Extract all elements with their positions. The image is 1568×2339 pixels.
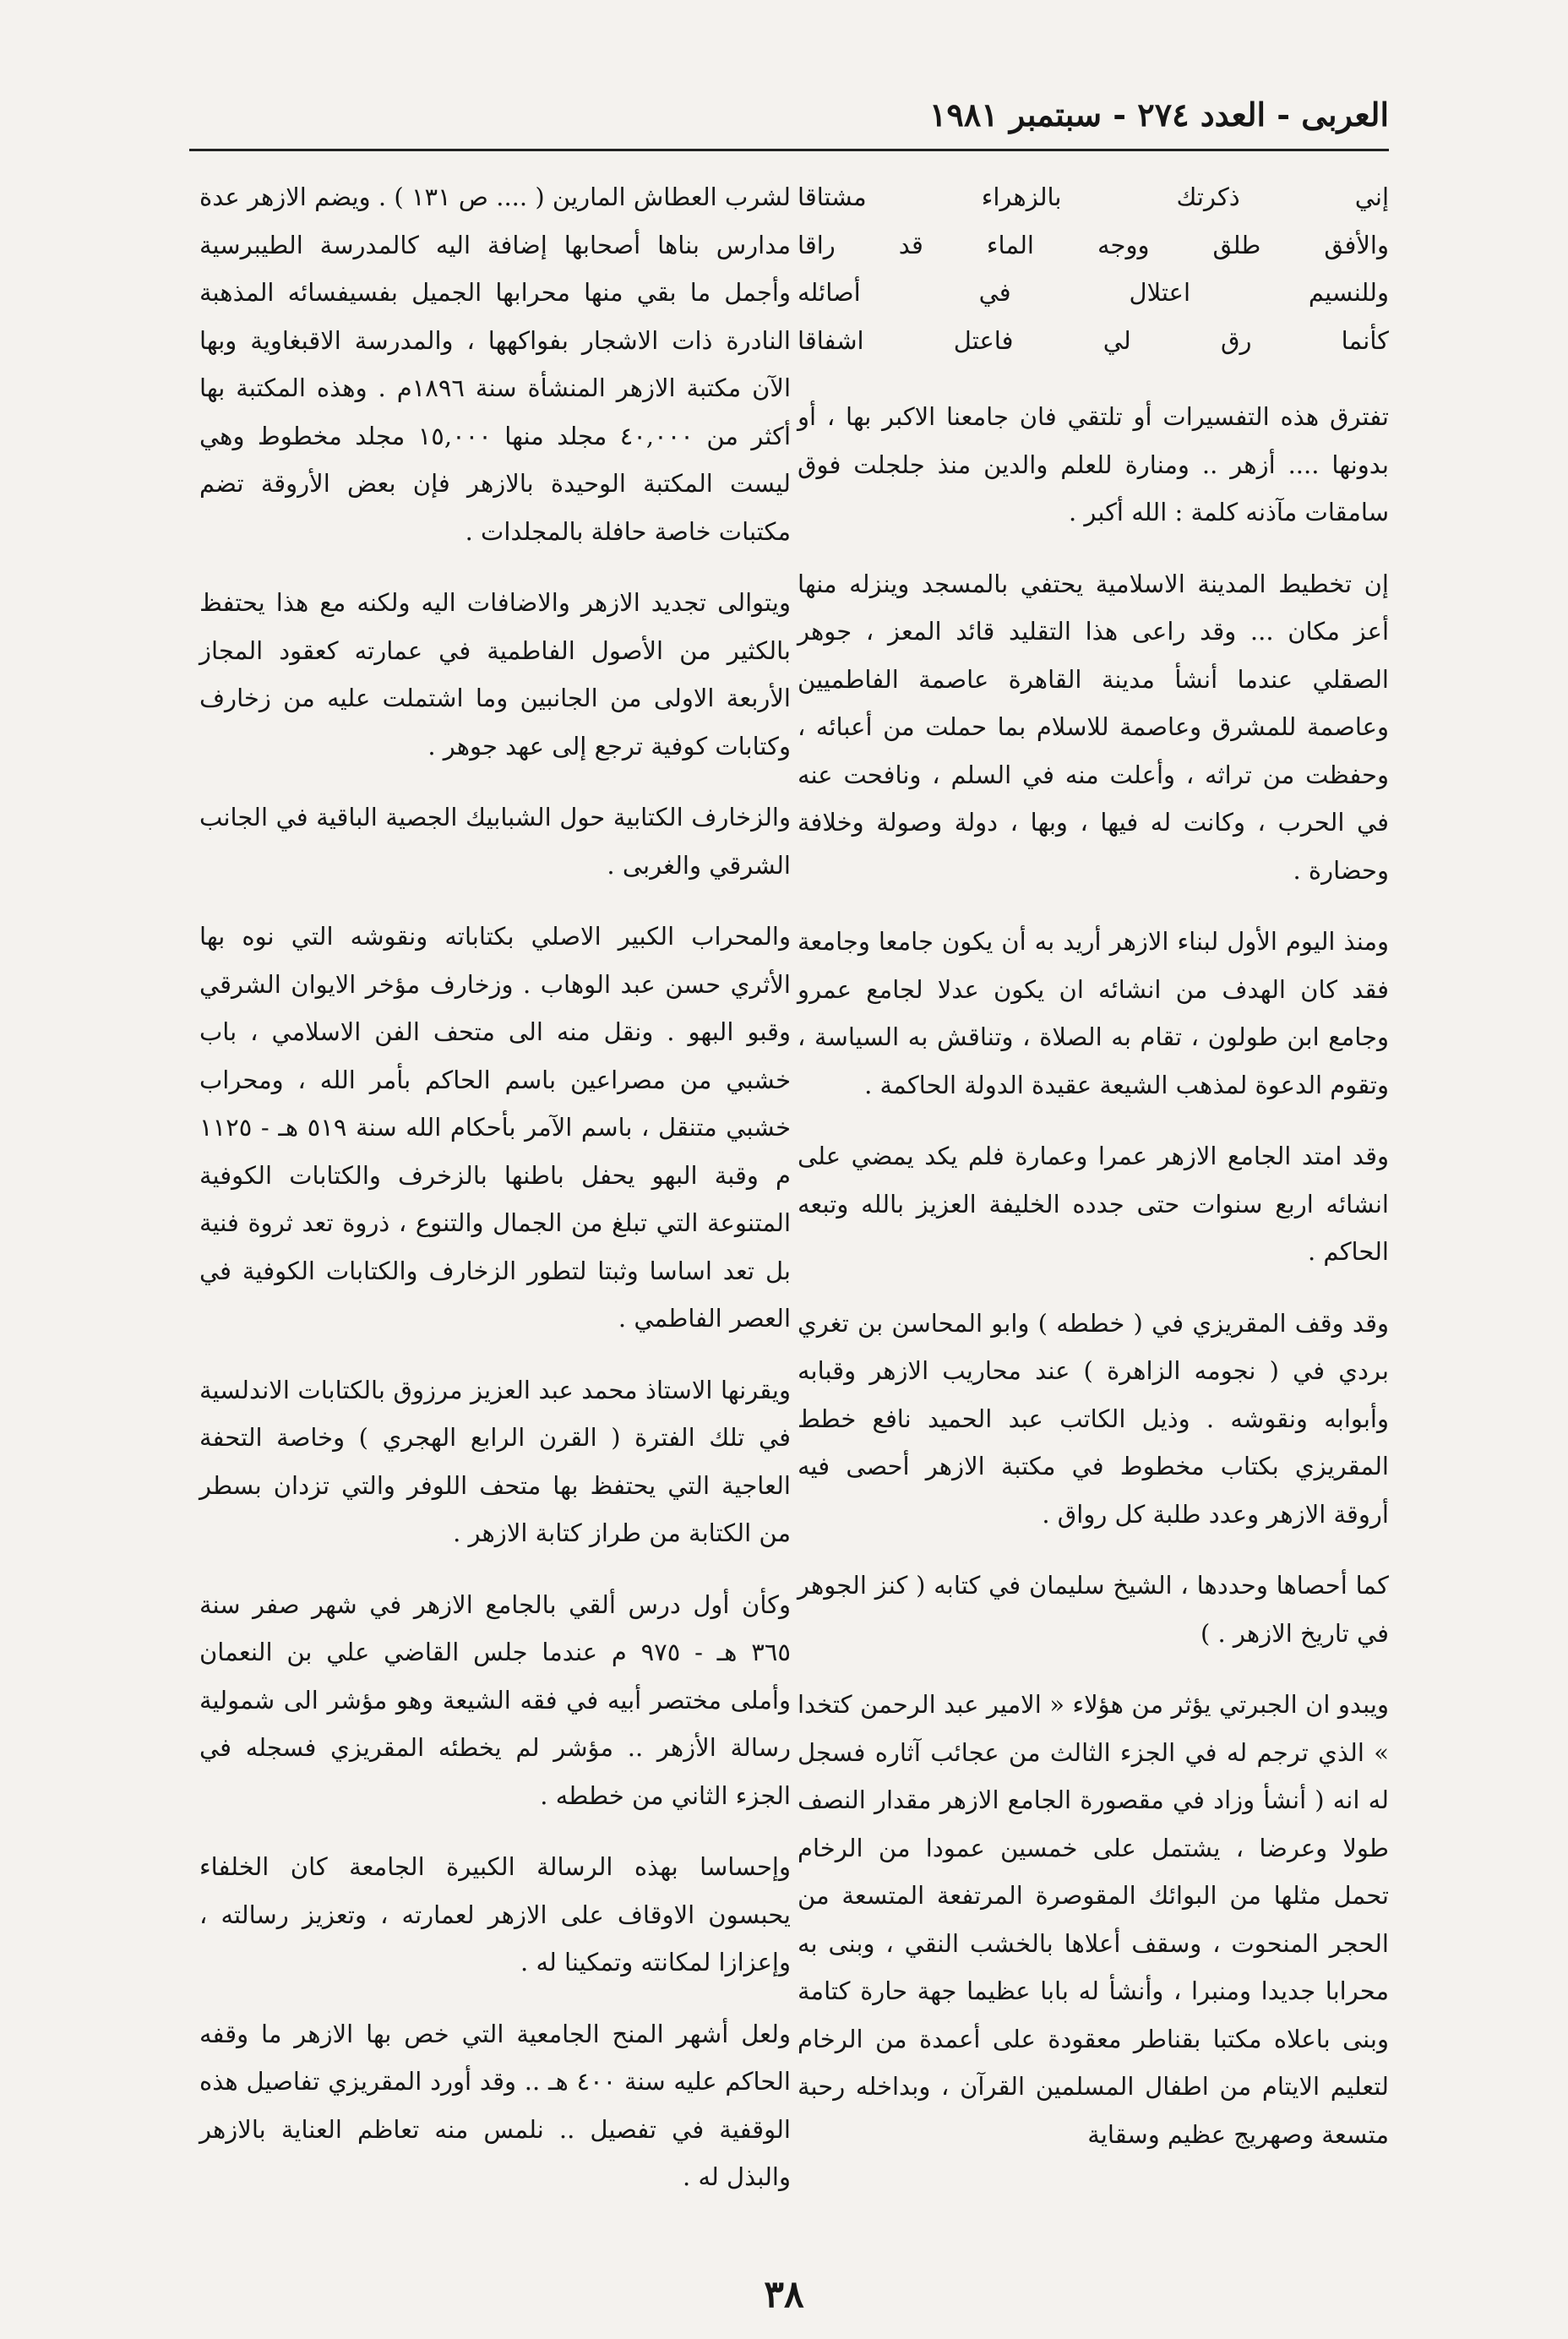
paragraph: ويتوالى تجديد الازهر والاضافات اليه ولكنه مع هذا يحتفظ بالكثير من الأصول الفاطمية في عمارته كعقود المجاز الأربعة الاولى من الجانبين وما اشتملت عليه من زخارف وكتابات كوفية ترجع إلى عهد جوهر . [199, 588, 791, 761]
poem [798, 173, 1389, 364]
paragraph: إن تخطيط المدينة الاسلامية يحتفي بالمسجد وينزله منها أعز مكان ... وقد راعى هذا التقليد قائد المعز ، جوهر الصقلي عندما أنشأ مدينة القاهرة عاصمة الفاطميين وعاصمة للمشرق وعاصمة للاسلام بما حملت من أعبائه ، وحفظت من تراثه ، وأعلت منه في السلم ، ونافحت عنه في الحرب ، وكانت له فيها ، وبها ، دولة وصولة وخلافة وحضارة . [798, 569, 1389, 885]
header-rule [189, 149, 1389, 151]
poem-line: والأفق طلق ووجه الماء قد راقا [798, 230, 1389, 259]
paragraph: تفترق هذه التفسيرات أو تلتقي فان جامعنا الاكبر بها ، أو بدونها .... أزهر .. ومنارة للعلم والدين منذ جلجلت فوق سامقات مآذنه كلمة : الله أكبر . [798, 402, 1389, 526]
poem-line: وللنسيم اعتلال في أصائله [798, 278, 1389, 307]
paragraph: وإحساسا بهذه الرسالة الكبيرة الجامعة كان الخلفاء يحبسون الاوقاف على الازهر لعمارته ، وتعزيز رسالته ، وإعزازا لمكانته وتمكينا له . [199, 1852, 791, 1976]
page-number: ٣٨ [764, 2273, 804, 2316]
paragraph: ولعل أشهر المنح الجامعية التي خص بها الازهر ما وقفه الحاكم عليه سنة ٤٠٠ هـ .. وقد أورد المقريزي تفاصيل هذه الوقفية في تفصيل .. نلمس منه تعاظم العناية بالازهر والبذل له . [199, 2019, 791, 2191]
paragraph: والمحراب الكبير الاصلي بكتاباته ونقوشه التي نوه بها الأثري حسن عبد الوهاب . وزخارف مؤخر الايوان الشرقي وقبو البهو . ونقل منه الى متحف الفن الاسلامي ، باب خشبي من مصراعين باسم الحاكم بأمر الله ، ومحراب خشبي متنقل ، باسم الآمر بأحكام الله سنة ٥١٩ هـ - ١١٢٥ م وقبة البهو يحفل باطنها بالزخرف والكتابات الكوفية المتنوعة التي تبلغ من الجمال والتنوع ، ذروة تعد ثروة فنية بل تعد اساسا وثبتا لتطور الزخارف والكتابات الكوفية في العصر الفاطمي . [199, 922, 792, 1333]
paragraph: ويبدو ان الجبرتي يؤثر من هؤلاء « الامير عبد الرحمن كتخدا » الذي ترجم له في الجزء الثالث من عجائب آثاره فسجل له انه ( أنشأ وزاد في مقصورة الجامع الازهر مقدار النصف طولا وعرضا ، يشتمل على خمسين عمودا من الرخام تحمل مثلها من البوائك المقوصرة المرتفعة المتسعة من الحجر المنحوت ، وسقف أعلاها بالخشب النقي ، وبنى به محرابا جديدا ومنبرا ، وأنشأ له بابا عظيما جهة حارة كتامة وبنى باعلاه مكتبا بقناطر معقودة على أعمدة من الرخام لتعليم الايتام من اطفال المسلمين القرآن ، وبداخله رحبة متسعة وصهريج عظيم وسقاية [798, 1690, 1389, 2149]
paragraph: وكأن أول درس ألقي بالجامع الازهر في شهر صفر سنة ٣٦٥ هـ - ٩٧٥ م عندما جلس القاضي علي بن النعمان وأملى مختصر أبيه في فقه الشيعة وهو مؤشر الى شمولية رسالة الأزهر .. مؤشر لم يخطئه المقريزي فسجله في الجزء الثاني من خططه . [199, 1589, 791, 1810]
paragraph: كما أحصاها وحددها ، الشيخ سليمان في كتابه ( كنز الجوهر في تاريخ الازهر . ) [798, 1571, 1389, 1648]
paragraph: ويقرنها الاستاذ محمد عبد العزيز مرزوق بالكتابات الاندلسية في تلك الفترة ( القرن الرابع الهجري ) وخاصة التحفة العاجية التي يحتفظ بها متحف اللوفر والتي تزدان بسطر من الكتابة من طراز كتابة الازهر . [199, 1375, 791, 1547]
paragraph: لشرب العطاش المارين ( .... ص ١٣١ ) . ويضم الازهر عدة مدارس بناها أصحابها إضافة اليه كالمدرسة الطيبرسية وأجمل ما بقي منها محرابها الجميل بفسيفسائه المذهبة النادرة ذات الاشجار بفواكهها ، والمدرسة الاقبغاوية وبها الآن مكتبة الازهر المنشأة سنة ١٨٩٦م . وهذه المكتبة بها أكثر من ٤٠,٠٠٠ مجلد منها ١٥,٠٠٠ مجلد مخطوط وهي ليست المكتبة الوحيدة بالازهر فإن بعض الأروقة تضم مكتبات خاصة حافلة بالمجلدات . [199, 183, 791, 546]
paragraph: ومنذ اليوم الأول لبناء الازهر أريد به أن يكون جامعا وجامعة فقد كان الهدف من انشائه ان يكون عدلا لجامع عمرو وجامع ابن طولون ، تقام به الصلاة ، وتناقش به السياسة ، وتقوم الدعوة لمذهب الشيعة عقيدة الدولة الحاكمة . [798, 927, 1389, 1099]
poem-line: كأنما رق لي فاعتل اشفاقا [798, 325, 1389, 355]
poem-line: إني ذكرتك بالزهراء مشتاقا [798, 183, 1389, 211]
left-column [199, 173, 791, 2225]
paragraph: وقد امتد الجامع الازهر عمرا وعمارة فلم يكد يمضي على انشائه اربع سنوات حتى جدده الخليفة العزيز بالله وتبعه الحاكم . [798, 1142, 1389, 1266]
paragraph: والزخارف الكتابية حول الشبابيك الجصية الباقية في الجانب الشرقي والغربى . [199, 803, 791, 880]
running-header: العربى - العدد ٢٧٤ - سبتمبر ١٩٨١ [929, 95, 1389, 134]
right-column [798, 173, 1389, 2182]
paragraph: وقد وقف المقريزي في ( خططه ) وابو المحاسن بن تغري بردي في ( نجومه الزاهرة ) عند محاريب الازهر وقبابه وأبوابه ونقوشه . وذيل الكاتب عبد الحميد نافع خطط المقريزي بكتاب مخطوط في مكتبة الازهر أحصى فيه أروقة الازهر وعدد طلبة كل رواق . [798, 1308, 1389, 1529]
